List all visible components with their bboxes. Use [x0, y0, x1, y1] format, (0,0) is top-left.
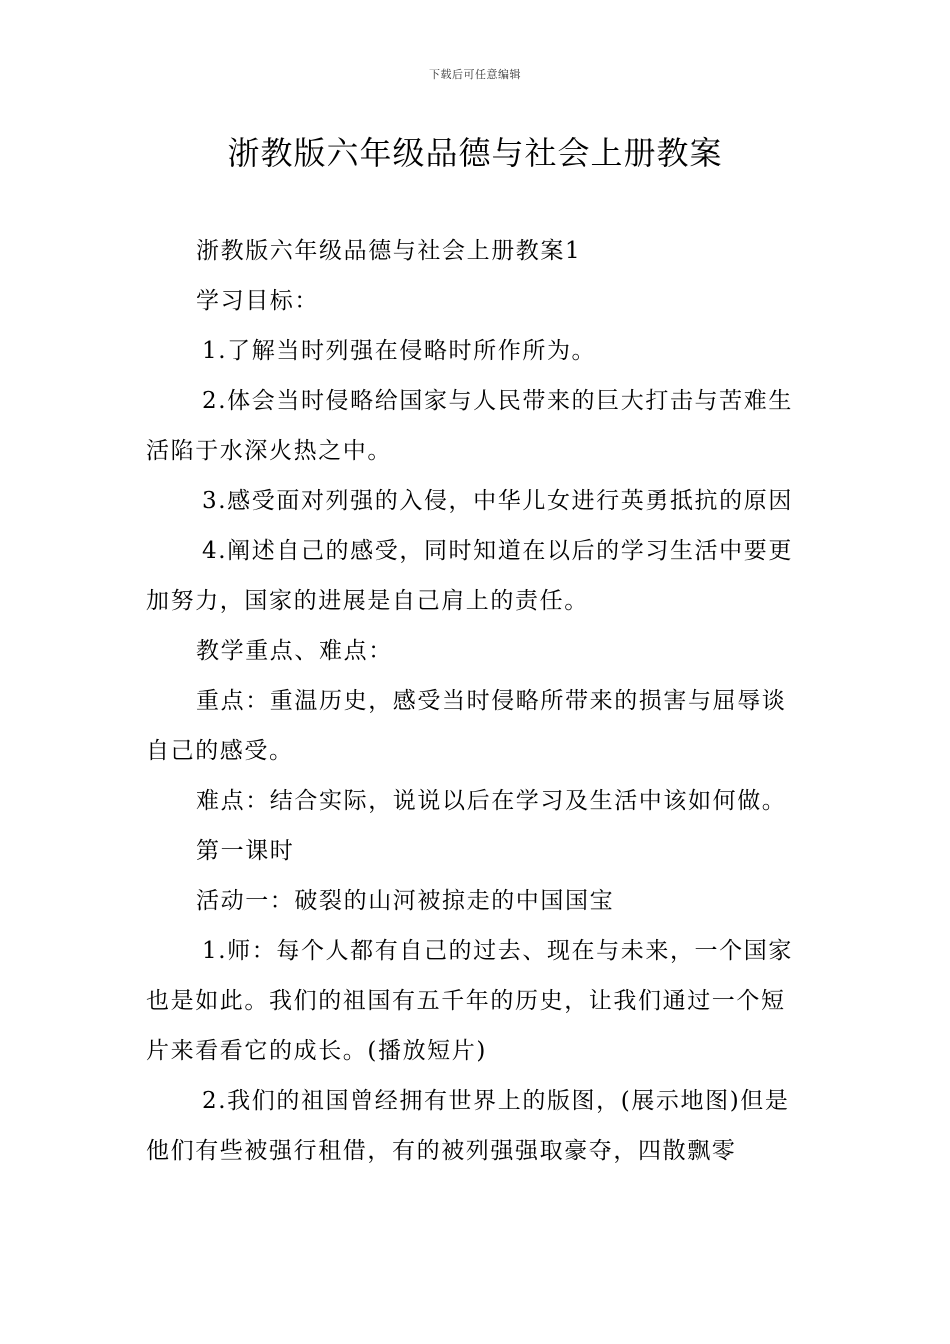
paragraph-objective-3: 3.感受面对列强的入侵，中华儿女进行英勇抵抗的原因 — [202, 488, 793, 514]
header-note: 下载后可任意编辑 — [429, 68, 521, 81]
paragraph-lesson-1: 第一课时 — [196, 838, 295, 864]
paragraph-key-point: 重点：重温历史，感受当时侵略所带来的损害与屈辱谈自己的感受。 — [146, 688, 787, 764]
paragraph-subtitle: 浙教版六年级品德与社会上册教案1 — [196, 238, 582, 264]
paragraph-step-2: 2.我们的祖国曾经拥有世界上的版图，(展示地图)但是他们有些被强行租借，有的被列强强取豪夺，四散飘零 — [146, 1088, 790, 1164]
paragraph-difficult-point: 难点：结合实际，说说以后在学习及生活中该如何做。 — [196, 788, 787, 814]
document-title: 浙教版六年级品德与社会上册教案 — [227, 134, 723, 172]
paragraph-activity-1: 活动一：破裂的山河被掠走的中国国宝 — [196, 888, 615, 914]
paragraph-step-1: 1.师：每个人都有自己的过去、现在与未来，一个国家也是如此。我们的祖国有五千年的历史，让我们通过一个短片来看看它的成长。(播放短片) — [146, 938, 793, 1064]
paragraph-objectives-heading: 学习目标： — [196, 288, 319, 314]
document-body — [146, 226, 808, 1176]
paragraph-objective-1: 1.了解当时列强在侵略时所作所为。 — [202, 338, 597, 364]
paragraph-objective-2: 2.体会当时侵略给国家与人民带来的巨大打击与苦难生活陷于水深火热之中。 — [146, 388, 793, 464]
paragraph-key-points-heading: 教学重点、难点： — [196, 638, 393, 664]
paragraph-objective-4: 4.阐述自己的感受，同时知道在以后的学习生活中要更加努力，国家的进展是自己肩上的责任。 — [146, 538, 793, 614]
